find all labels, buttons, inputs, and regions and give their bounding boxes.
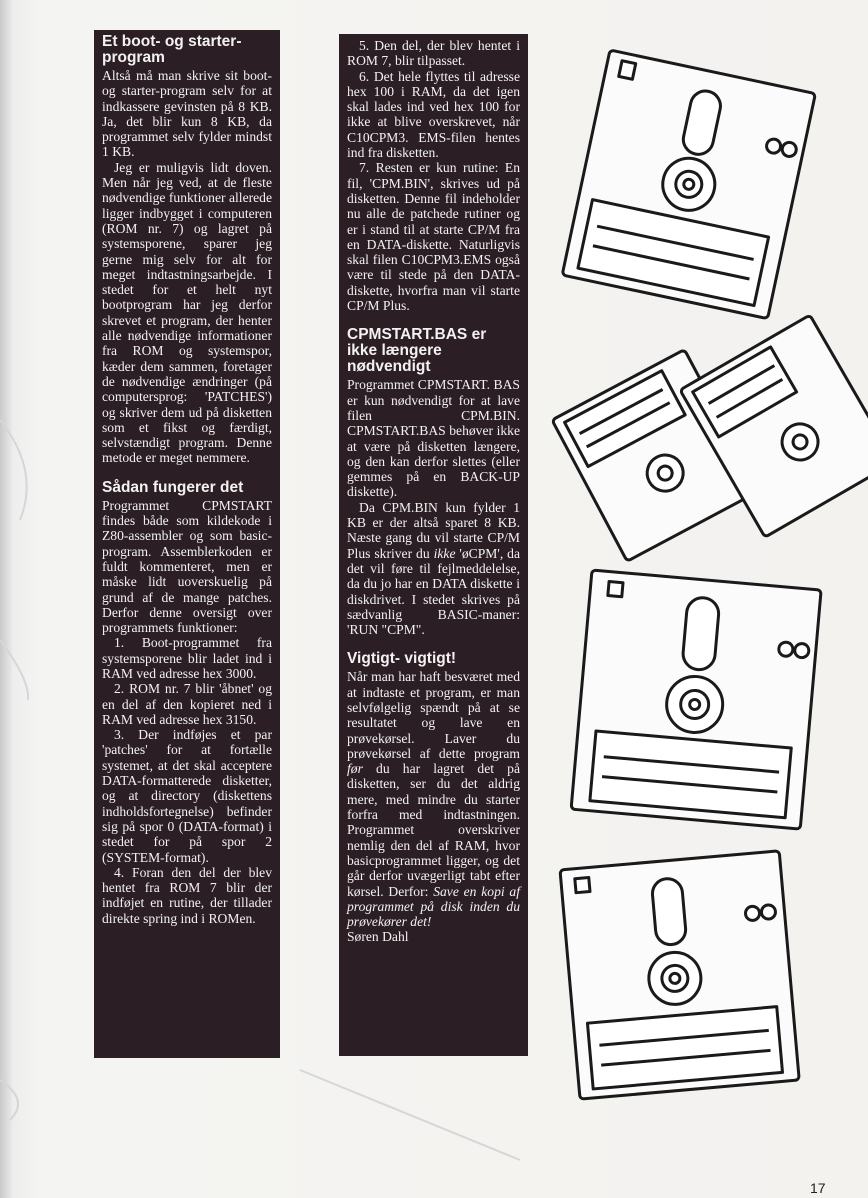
list-item: 5. Den del, der blev hentet i ROM 7, blir tilpasset. bbox=[347, 38, 520, 69]
paragraph bbox=[347, 669, 520, 929]
floppy-disk-illustration bbox=[540, 30, 868, 1140]
spacer bbox=[347, 313, 520, 327]
text: du har lagret det på disketten, ser du det aldrig mere, med mindre du starter forfra med indtastningen. Programmet overskriver nemlig den del af RAM, hvor basicprogrammet ligger, og det går derfor uvægerligt tabt efter kørsel. Derfor: bbox=[347, 761, 520, 899]
page-number: 17 bbox=[810, 1180, 826, 1196]
list-item: 2. ROM nr. 7 blir 'åbnet' og en del af den kopieret ned i RAM ved adresse hex 3150. bbox=[102, 681, 272, 727]
floppy-disk-icon bbox=[560, 851, 799, 1099]
list-item: 3. Der indføjes et par 'patches' for at fortælle systemet, at det skal acceptere DATA-formatterede disketter, og at directory (diskettens indholdsfortegnelse) befinder sig på spor 0 (DATA-format) i stedet for på spor 2 (SYSTEM-format). bbox=[102, 727, 272, 865]
paragraph: Programmet CPMSTART. BAS er kun nødvendigt for at lave filen CPM.BIN. CPMSTART.BAS behøver ikke at være på disketten længere, og den kan derfor slettes (eller gemmes på en BACK-UP diskette). bbox=[347, 377, 520, 500]
list-item: 6. Det hele flyttes til adresse hex 100 i RAM, da det igen skal lades ind ved hex 100 for ikke at blive overskrevet, når C10CPM3. EMS-filen hentes ind fra disketten. bbox=[347, 68, 520, 161]
paragraph: Altså må man skrive sit boot- og starter-program selv for at indkassere gevinsten på 8 KB. Ja, det blir kun 8 KB, da programmet selv fylder mindst 1 KB. bbox=[102, 68, 272, 160]
heading-how-it-works: Sådan fungerer det bbox=[102, 478, 244, 496]
list-item: 7. Resten er kun rutine: En fil, 'CPM.BIN', skrives ud på disketten. Denne fil indeholder nu alle de patchede rutiner og er i stand til at starte CP/M fra en DATA-diskette. Naturligvis skal filen C10CPM3.EMS også være til stede på den DATA-diskette, hvorfra man vil starte CP/M Plus. bbox=[347, 160, 520, 314]
list-item: 4. Foran den del der blev hentet fra ROM 7 blir der indføjet en rutine, der tillader direkte spring ind i ROMen. bbox=[102, 864, 272, 926]
spacer bbox=[347, 637, 520, 651]
middle-article-column bbox=[339, 34, 528, 1056]
author-signature: Søren Dahl bbox=[347, 929, 409, 945]
emphasis: Save en kopi af programmet på disk inden du prøvekører det! bbox=[347, 883, 520, 930]
paragraph: Programmet CPMSTART findes både som kildekode i Z80-assembler og som basic-program. Assemblerkoden er fuldt kommenteret, men er måske lidt uoverskuelig på grund af de mange patches. Derfor denne oversigt over programmets funktioner: bbox=[102, 497, 272, 636]
floppy-disk-icon bbox=[571, 570, 821, 829]
emphasis: ikke bbox=[433, 545, 456, 561]
paragraph: Jeg er muligvis lidt doven. Men når jeg ved, at de fleste nødvendige funktioner allerede ligger indbygget i computeren (ROM nr. 7) og lagret på systemsporene, sparer jeg gerne mig selv for alt for meget indtastningsarbejde. I stedet for et helt nyt bootprogram har jeg derfor skrevet et program, der henter alle nødvendige informationer fra ROM og systemspor, kæder dem sammen, foretager de nødvendige ændringer (på computersprog: 'PATCHES') og skriver dem ud på disketten som et fikst og færdigt, selvstændigt program. Denne metode er meget nemmere. bbox=[102, 159, 272, 466]
paragraph bbox=[347, 500, 520, 638]
heading-cpmstart: CPMSTART.BAS er ikke længere nødvendigt bbox=[347, 326, 487, 376]
spacer bbox=[102, 466, 272, 480]
text: Når man har haft besværet med at indtaste et program, er man selvfølgelig spændt på at se resultatet og lave en prøvekørsel. Laver du prøvekørsel af dette program bbox=[347, 669, 520, 761]
left-article-column bbox=[94, 30, 280, 1058]
heading-boot-program: Et boot- og starter-program bbox=[102, 33, 242, 66]
emphasis: før bbox=[347, 761, 363, 777]
heading-important: Vigtigt- vigtigt! bbox=[347, 650, 457, 668]
text: 'øCPM', da det vil føre til fejlmeddelelse, da du jo har en DATA diskette i diskdrivet. I stedet skrives på sædvanlig BASIC-maner: 'RUN "CPM". bbox=[347, 545, 521, 638]
floppy-disk-icon bbox=[562, 50, 815, 319]
list-item: 1. Boot-programmet fra systemsporene blir ladet ind i RAM ved adresse hex 3000. bbox=[102, 635, 272, 681]
text: Da CPM.BIN kun fylder 1 KB er der altså sparet 8 KB. Næste gang du vil starte CP/M Plus skriver du bbox=[347, 499, 520, 561]
